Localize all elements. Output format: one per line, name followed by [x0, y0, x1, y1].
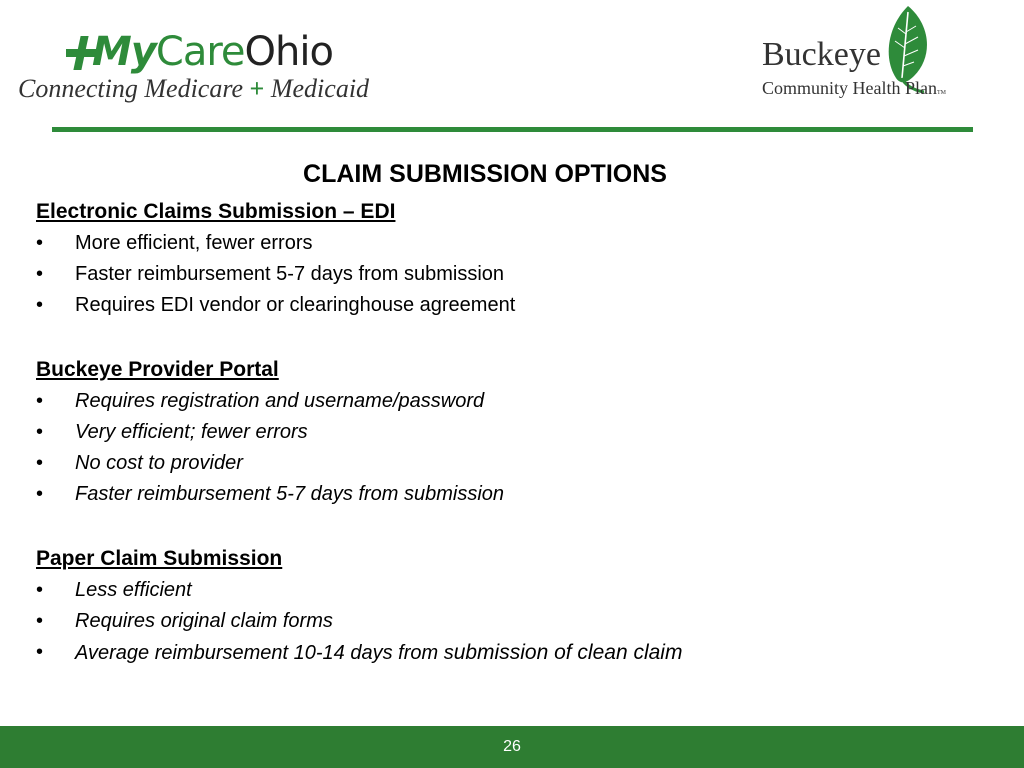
header-divider [52, 127, 973, 132]
bullet-icon: • [36, 641, 44, 663]
section-heading-edi: Electronic Claims Submission – EDI [36, 200, 396, 223]
buckeye-wordmark: Buckeye [762, 36, 881, 73]
list-item: • Faster reimbursement 5-7 days from submission [36, 479, 996, 510]
section-heading-paper-claim: Paper Claim Submission [36, 547, 283, 570]
buckeye-logo [760, 4, 974, 102]
list-item: • Very efficient; fewer errors [36, 417, 996, 448]
list-item: • Requires original claim forms [36, 606, 996, 637]
mycareohio-tagline: Connecting Medicare + Medicaid [18, 74, 370, 103]
bullet-icon: • [36, 263, 44, 285]
bullet-icon: • [36, 294, 44, 316]
bullet-list-provider-portal [36, 386, 996, 510]
footer-bar [0, 726, 1024, 768]
list-item: • Less efficient [36, 575, 996, 606]
mycareohio-wordmark: MyCareOhio [92, 29, 333, 75]
buckeye-subtitle: Community Health PlanTM [762, 78, 947, 98]
list-item: • Average reimbursement 10-14 days from submission of clean claim [36, 637, 996, 668]
bullet-icon: • [36, 579, 44, 601]
bullet-icon: • [36, 452, 44, 474]
bullet-icon: • [36, 610, 44, 632]
bullet-list-edi [36, 228, 996, 321]
list-item: • Faster reimbursement 5-7 days from submission [36, 259, 996, 290]
slide-content [36, 196, 996, 668]
section-heading-provider-portal: Buckeye Provider Portal [36, 358, 279, 381]
list-item: • No cost to provider [36, 448, 996, 479]
bullet-icon: • [36, 232, 44, 254]
bullet-icon: • [36, 421, 44, 443]
bullet-icon: • [36, 483, 44, 505]
mycareohio-logo [16, 22, 436, 104]
page-number: 26 [503, 738, 521, 755]
bullet-icon: • [36, 390, 44, 412]
bullet-tail-text: ubmission of clean claim [453, 641, 683, 664]
bullet-list-paper-claim [36, 575, 996, 668]
plus-icon: + [249, 74, 265, 103]
list-item: • More efficient, fewer errors [36, 228, 996, 259]
list-item: • Requires registration and username/password [36, 386, 996, 417]
list-item: • Requires EDI vendor or clearinghouse agreement [36, 290, 996, 321]
slide-title: CLAIM SUBMISSION OPTIONS [303, 160, 667, 188]
